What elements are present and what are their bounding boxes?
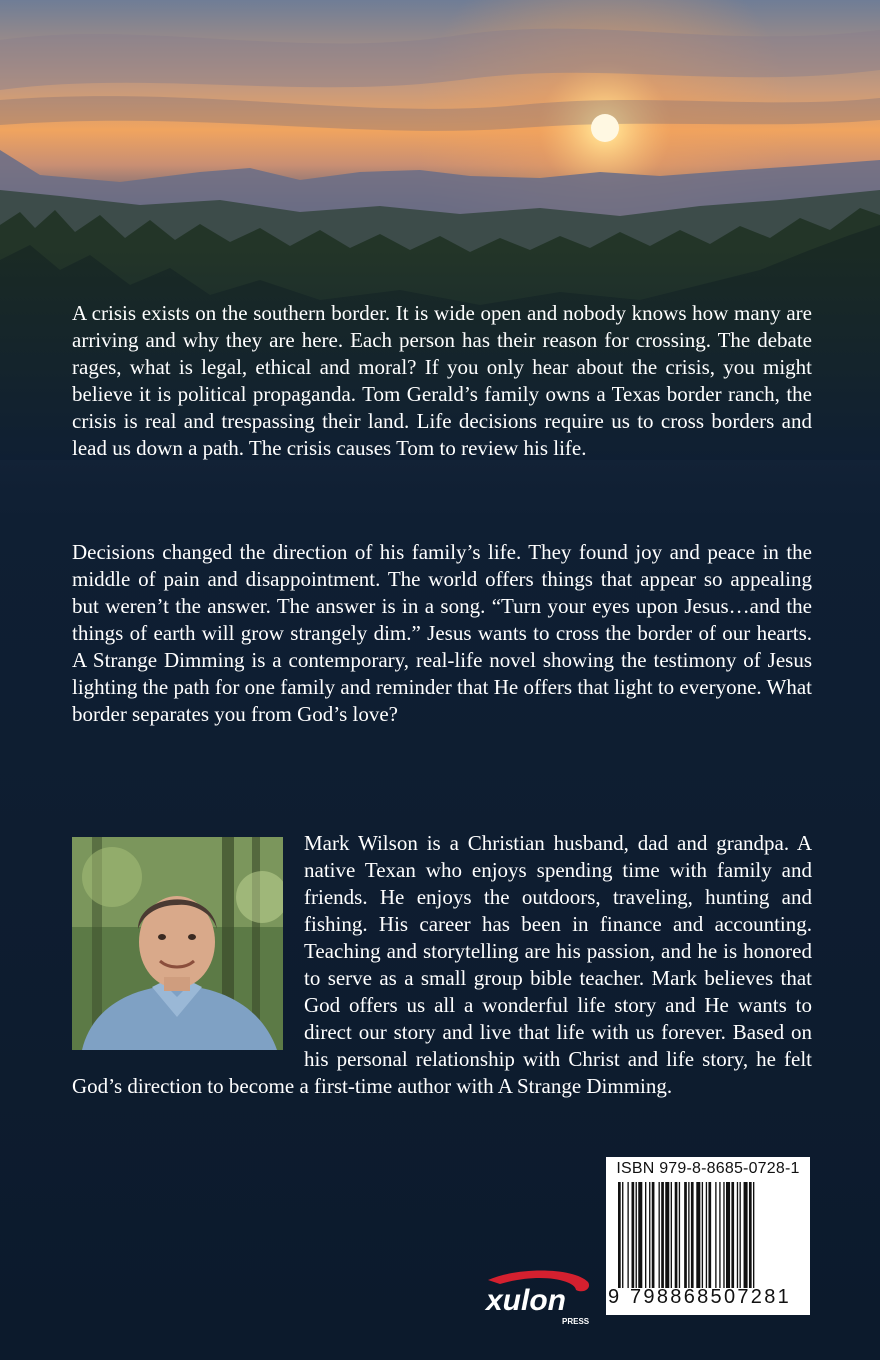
barcode-bar: [652, 1182, 655, 1288]
barcode-lead-digit: 9: [608, 1286, 620, 1308]
barcode-bar: [737, 1182, 738, 1288]
barcode-bar: [723, 1182, 724, 1288]
barcode-bar: [638, 1182, 642, 1288]
barcode-bar: [753, 1182, 754, 1288]
barcode-bar: [632, 1182, 635, 1288]
barcode-bar: [645, 1182, 646, 1288]
isbn-label: ISBN 979-8-8685-0728-1: [616, 1160, 800, 1177]
isbn-barcode: [606, 1157, 810, 1315]
logo-wordmark: xulon: [486, 1284, 566, 1317]
barcode-bar: [719, 1182, 720, 1288]
barcode-bar: [706, 1182, 707, 1288]
barcode-bar: [671, 1182, 672, 1288]
barcode-bar: [622, 1182, 623, 1288]
barcode-bar: [691, 1182, 694, 1288]
author-bio: [72, 830, 812, 1100]
barcode-bar: [749, 1182, 752, 1288]
barcode-bar: [659, 1182, 660, 1288]
blurb-paragraph-1: A crisis exists on the southern border. It is wide open and nobody knows how many are arriving and why they are here. Each person has their reason for crossing. The debate rages, what is legal, ethical and moral? If you only hear about the crisis, you might believe it is political propaganda. Tom Gerald’s family owns a Texas border ranch, the crisis is real and trespassing their land. Life decisions require us to cross borders and lead us down a path. The crisis causes Tom to review his life.: [72, 301, 812, 460]
barcode-bar: [665, 1182, 669, 1288]
sun: [591, 114, 619, 142]
barcode-bar: [708, 1182, 711, 1288]
barcode-bar: [744, 1182, 748, 1288]
barcode-bars: [616, 1182, 804, 1288]
barcode-bar: [627, 1182, 628, 1288]
barcode-bar: [649, 1182, 650, 1288]
barcode-bar: [740, 1182, 741, 1288]
barcode-bar: [618, 1182, 621, 1288]
photo-wrap-spacer: [72, 830, 304, 1054]
barcode-bar: [679, 1182, 680, 1288]
publisher-logo: [480, 1268, 595, 1328]
barcode-bar: [684, 1182, 687, 1288]
barcode-bar: [661, 1182, 664, 1288]
barcode-bar: [715, 1182, 716, 1288]
blurb-paragraph-2: Decisions changed the direction of his family’s life. They found joy and peace in the middle of pain and disappointment. The world offers things that appear so appealing but weren’t the answer. The answer is in a song. “Turn your eyes upon Jesus…and the things of earth will grow strangely dim.” Jesus wants to cross the border of our hearts. A Strange Dimming is a contemporary, real-life novel showing the testimony of Jesus lighting the path for one family and reminder that He offers that light to everyone. What border separates you from God’s love?: [72, 540, 812, 726]
barcode-bar: [702, 1182, 703, 1288]
barcode-digits: 798868507281: [630, 1286, 792, 1308]
logo-imprint: PRESS: [562, 1317, 590, 1326]
barcode-bar: [675, 1182, 678, 1288]
barcode-bar: [696, 1182, 700, 1288]
author-bio-text: Mark Wilson is a Christian husband, dad and grandpa. A native Texan who enjoys spending time with family and friends. He enjoys the outdoors, traveling, hunting and fishing. His career has been in finance and accounting. Teaching and storytelling are his passion, and he is honored to serve as a small group bible teacher. Mark believes that God offers us all a wonderful life story and He wants to direct our story and live that life with us forever. Based on his personal relationship with Christ and life story, he felt God’s direction to become a first-time author with A Strange Dimming.: [72, 831, 812, 1098]
barcode-bar: [731, 1182, 734, 1288]
barcode-bar: [726, 1182, 730, 1288]
barcode-bar: [688, 1182, 689, 1288]
barcode-bar: [636, 1182, 637, 1288]
